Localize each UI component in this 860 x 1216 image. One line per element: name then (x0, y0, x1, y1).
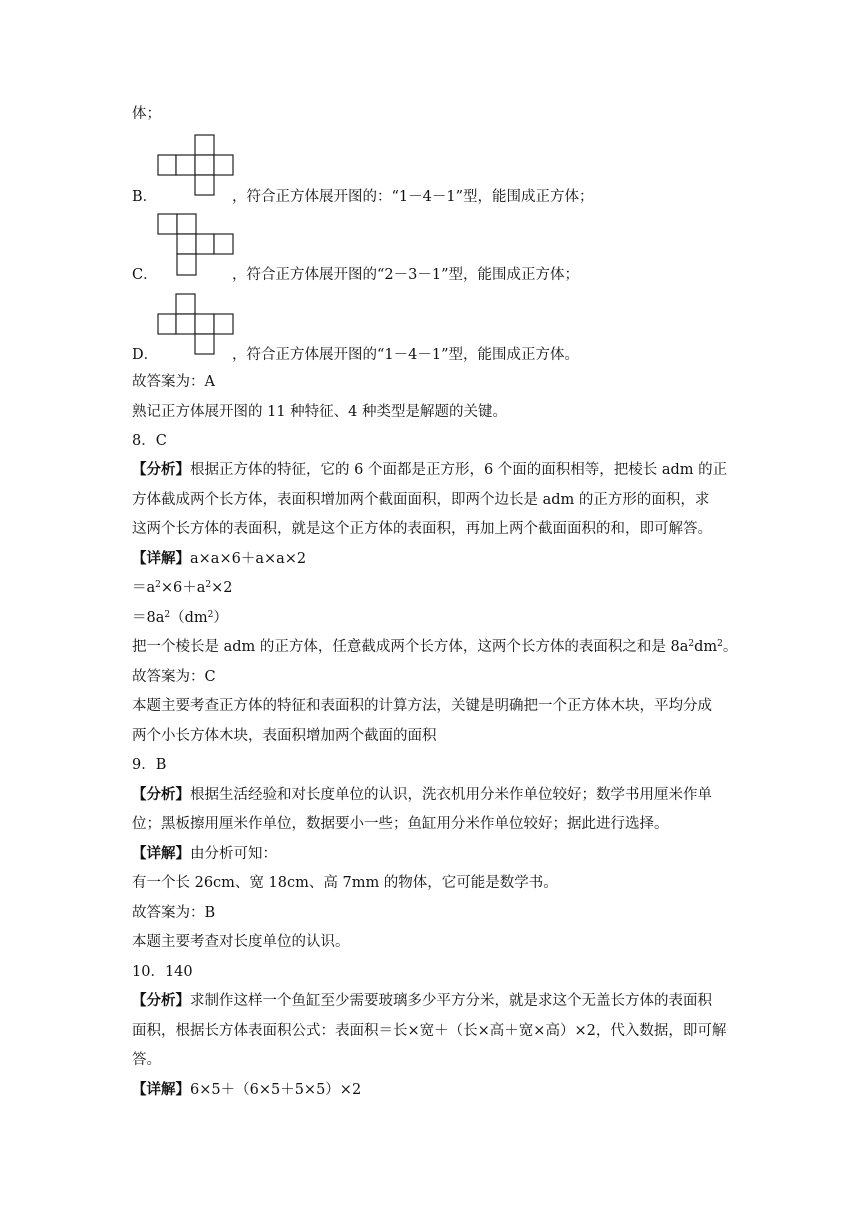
option-c-text: ，符合正方体展开图的“2－3－1”型，能围成正方体； (232, 267, 579, 283)
text-line: 体； (132, 106, 161, 122)
analysis-line: 这两个长方体的表面积，就是这个正方体的表面积，再加上两个截面面积的和，即可解答。 (132, 521, 712, 537)
superscript: 2 (164, 610, 171, 620)
detail-line: 有一个长 26cm、宽 18cm、高 7mm 的物体，它可能是数学书。 (132, 875, 558, 891)
cube-net-d-figure (157, 293, 237, 359)
summary-line: 本题主要考查对长度单位的认识。 (132, 934, 350, 950)
detail-tag: 【详解】 (132, 1081, 190, 1098)
answer-line: 故答案为：A (132, 374, 215, 390)
option-d-text: ，符合正方体展开图的“1－4－1”型，能围成正方体。 (232, 347, 579, 363)
formula-line (132, 578, 233, 598)
superscript: 2 (207, 610, 214, 620)
formula-line (132, 608, 228, 628)
analysis-line: 方体截成两个长方体，表面积增加两个截面面积，即两个边长是 adm 的正方形的面积，求 (132, 492, 710, 508)
analysis-line: 面积，根据长方体表面积公式：表面积＝长×宽＋（长×高＋宽×高）×2，代入数据，即可解 (132, 1023, 727, 1039)
formula-part: ＝a (132, 580, 156, 596)
analysis-tag: 【分析】 (132, 786, 190, 803)
analysis-line: 答。 (132, 1052, 161, 1068)
analysis-line: 位；黑板擦用厘米作单位，数据要小一些；鱼缸用分米作单位较好；据此进行选择。 (132, 816, 669, 832)
question-9-heading: 9．B (132, 757, 167, 773)
analysis-line (132, 991, 712, 1011)
option-b-label: B． (132, 189, 158, 205)
detail-tag: 【详解】 (132, 845, 190, 862)
text-part: dm (694, 639, 718, 655)
detail-text: a×a×6＋a×a×2 (190, 551, 307, 567)
text-part: 把一个棱长是 adm 的正方体，任意截成两个长方体，这两个长方体的表面积之和是 8a (132, 639, 689, 655)
detail-tag: 【详解】 (132, 550, 190, 567)
summary-line: 本题主要考查正方体的特征和表面积的计算方法，关键是明确把一个正方体木块，平均分成 (132, 698, 712, 714)
detail-text: 6×5＋（6×5＋5×5）×2 (190, 1082, 362, 1098)
cube-net-b-figure (157, 134, 237, 200)
answer-line: 故答案为：C (132, 669, 216, 685)
formula-part: ×2 (211, 580, 233, 596)
analysis-line (132, 460, 727, 480)
superscript: 2 (155, 580, 161, 590)
answer-line: 故答案为：B (132, 905, 216, 921)
formula-part: ＝8a (132, 610, 165, 626)
superscript: 2 (688, 639, 695, 649)
analysis-text: 根据正方体的特征，它的 6 个面都是正方形，6 个面的面积相等，把棱长 adm 的正 (190, 462, 728, 478)
analysis-tag: 【分析】 (132, 992, 190, 1009)
detail-line (132, 549, 306, 569)
question-10-heading: 10．140 (132, 964, 193, 980)
analysis-text: 求制作这样一个鱼缸至少需要玻璃多少平方分米，就是求这个无盖长方体的表面积 (190, 993, 712, 1009)
formula-part: ） (213, 610, 228, 626)
analysis-line (132, 785, 712, 805)
detail-line (132, 1080, 361, 1100)
detail-text: 由分析可知： (190, 846, 277, 862)
cube-net-c-figure (157, 213, 237, 279)
superscript: 2 (717, 639, 723, 649)
option-c-label: C． (132, 267, 158, 283)
option-b-text: ，符合正方体展开图的：“1－4－1”型，能围成正方体； (232, 189, 594, 205)
formula-part: （dm (170, 610, 208, 626)
detail-line (132, 844, 277, 864)
summary-line: 两个小长方体木块，表面积增加两个截面的面积 (132, 728, 437, 744)
question-8-heading: 8．C (132, 433, 167, 449)
summary-line: 熟记正方体展开图的 11 种特征、4 种类型是解题的关键。 (132, 404, 508, 420)
analysis-text: 根据生活经验和对长度单位的认识，洗衣机用分米作单位较好；数学书用厘米作单 (190, 787, 712, 803)
conclusion-line (132, 637, 737, 657)
formula-part: ×6＋a (160, 580, 206, 596)
superscript: 2 (205, 580, 212, 590)
analysis-tag: 【分析】 (132, 461, 190, 478)
text-part: 。 (722, 639, 738, 655)
option-d-label: D． (132, 347, 159, 363)
